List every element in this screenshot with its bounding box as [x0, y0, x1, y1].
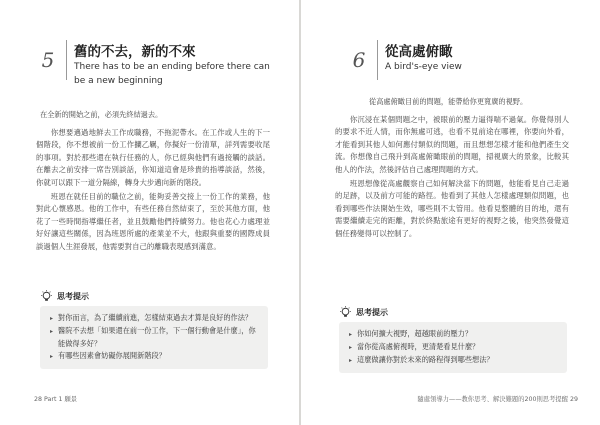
tips-section: [40, 290, 268, 369]
tips-section: [339, 306, 567, 373]
chapter-subtitle: A bird's-eye view: [385, 62, 462, 72]
page-folio: 28 Part 1 願景: [34, 396, 78, 403]
lede: 在全新的開始之前，必須先終結過去。: [40, 110, 163, 119]
tip-question: ▸ 你如何擴大視野，超越眼前的壓力？: [349, 328, 557, 341]
paragraph: 你沉浸在某個問題之中，被眼前的壓力逼得喘不過氣。你覺得別人的要求不近人情，而你無處可逃，也看不見前途在哪裡，你要向外看，才能看到其他人如何應付類似的問題，而且想想怎樣才能和他們產生交流。你想像自己飛升到高處俯瞰眼前的問題，掃視廣大的景象，比較其他人的作法，然後評估自己處理問題的方式。: [335, 115, 569, 174]
chapter-number: 5: [41, 48, 55, 72]
page-folio: 隨處領導力——教你思考、解決難題的200則思考提醒 29: [417, 396, 578, 403]
lede: 從高處俯瞰目前的問題，能帶給你更寬廣的視野。: [369, 97, 528, 106]
tips-heading: 思考提示: [356, 308, 388, 317]
tips-box: [339, 322, 567, 373]
paragraph: 班恩在就任目前的職位之前，能夠妥善交接上一份工作的業務，他對此心懷感恩。他的工作中，有些任務自然結束了，至於其他方面，他花了一些時間指導繼任者，並且鼓勵他們持續努力。他也花心力處理並好好讓這些關係，因為班恩所處的產業並不大，他跟與重要的國際成員談過個人生涯發展，他需要對自己的離職表現感到滿意。: [36, 192, 270, 251]
paragraph: 你想要邁過地鮮去工作成職務，不拖泥帶水。在工作或人生的下一個階段，你不想被前一份工作攔乙羈，你擬好一份清單，詳列需要收尾的事項。對於那些還在執行任務的人，你已經與他們有過接觸的談話。在離去之前安排一席告別談話，你知道這會是珍貴的指導談話，然後，你就可以跟下一道分隔線，轉身大步邁向新的階段。: [36, 128, 270, 187]
tip-question: ▸ 當你從高處俯視時，更清楚看見什麼？: [349, 341, 557, 354]
chapter-subtitle: There has to be an ending before there can be a new beginning: [74, 62, 270, 86]
tips-box: [40, 306, 268, 369]
body-text: [36, 127, 270, 255]
left-page: [0, 0, 299, 425]
paragraph: 班恩想像從高處觀察自己如何解決當下的問題，他能看見自己走過的足跡，以及前方可能的路徑。他看到了其他人怎樣處理類似問題，也看到哪些作法開始生效，哪些則不太管用。他看見整體的目的地，還有需要繼續走完的距離，對於終點旅途有更好的視野之後，他突然發覺這個任務變得可以控制了。: [335, 179, 569, 238]
chapter-title: 從高處俯瞰: [385, 44, 453, 60]
tip-question: ▸ 有哪些因素會妨礙你展開新階段？: [50, 350, 258, 363]
tip-question: ▸ 這麼做讓你對於未來的路程得到哪些想法？: [349, 354, 557, 367]
right-page: [301, 0, 600, 425]
body-text: [335, 114, 569, 242]
tips-heading: 思考提示: [57, 292, 89, 301]
chapter-title: 舊的不去，新的不來: [74, 44, 196, 60]
tip-question: ▸ 對你而言，為了繼續前進，怎樣結束過去才算是良好的作法？: [50, 312, 258, 325]
lightbulb-icon: [339, 306, 352, 319]
tip-question: ▸ 醫院不去想「如果還在前一份工作，下一個行動會是什麼」，你能做得多好？: [50, 325, 258, 350]
lightbulb-icon: [40, 290, 53, 303]
chapter-number: 6: [352, 48, 366, 72]
